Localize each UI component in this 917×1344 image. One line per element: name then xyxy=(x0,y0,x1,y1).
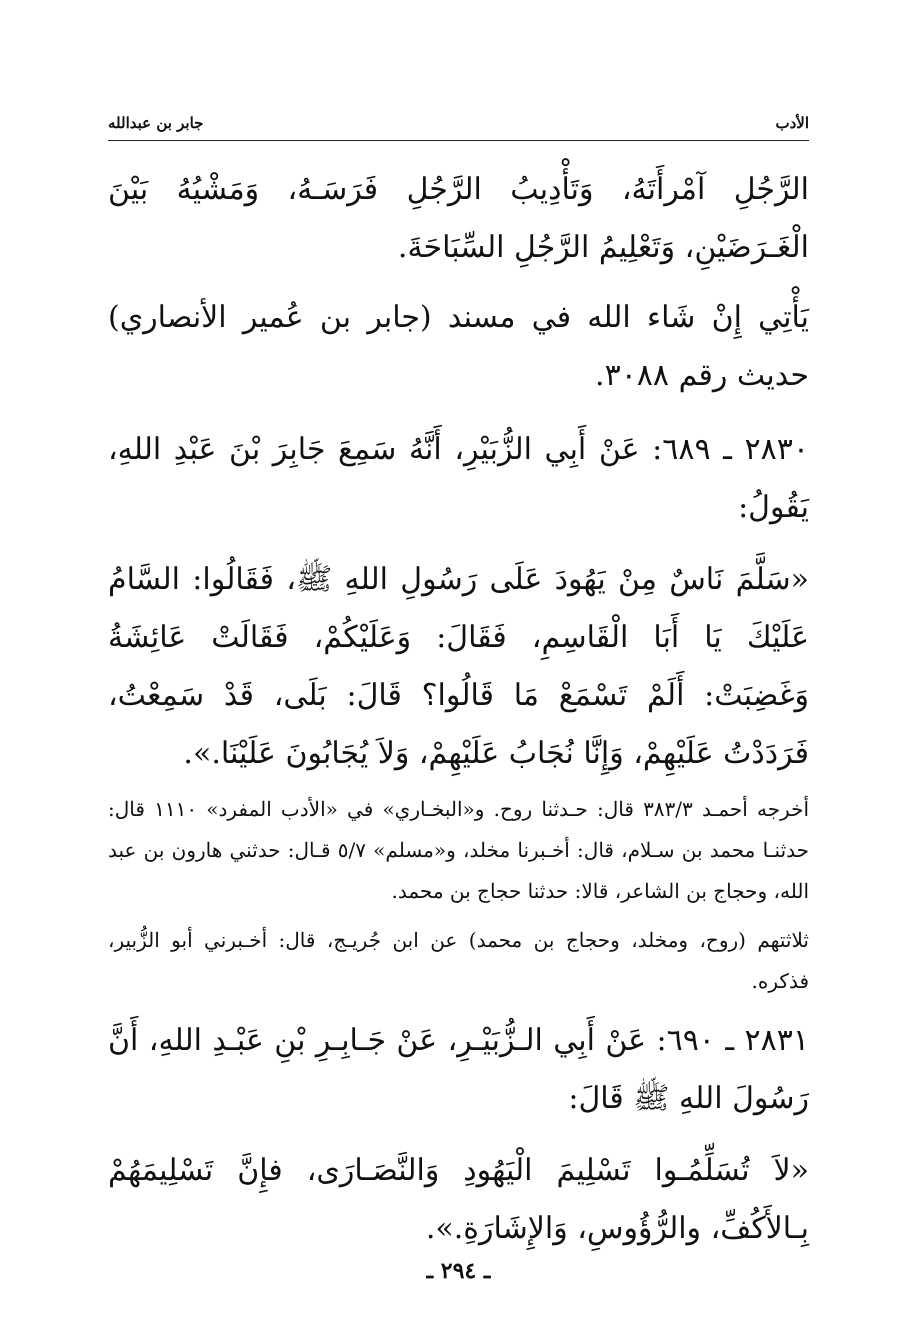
running-header xyxy=(108,112,809,141)
chapter-title: الأدب xyxy=(775,114,809,132)
paragraph-takhrij-summary: ثلاثتهم (روح، ومخلد، وحجاج بن محمد) عن ابن جُريـج، قال: أخـبرني أبو الزُّبير، فذكره. xyxy=(108,928,809,993)
paragraph-takhrij: أخرجه أحمـد ٣٨٣/٣ قال: حـدثنا روح. و«البخـاري» في «الأدب المفرد» ١١١٠ قال: حدثنـا محمد بن سـلام، قال: أخـبرنا مخلد، و«مسلم» ٥/٧ قـال: حدثني هارون بن عبد الله، وحجاج بن الشاعر، قالا: حدثنا حجاج بن محمد. xyxy=(108,797,810,903)
section-title: جابر بن عبدالله xyxy=(108,114,204,132)
paragraph-hadith-2831-text: «لاَ تُسَلِّمُـوا تَسْلِيمَ الْيَهُودِ وَالنَّصَـارَى، فإِنَّ تَسْلِيمَهُمْ بِـالأَكُفِّ، والرُّؤُوسِ، وَالإِشَارَةِ.». xyxy=(108,1153,809,1246)
page-number: ـ ٢٩٤ ـ xyxy=(426,1258,491,1284)
paragraph-hadith-2831-intro: ٢٨٣١ ـ ٦٩٠: عَنْ أَبِي الـزُّبَيْـرِ، عَنْ جَـابِـرِ بْنِ عَبْـدِ اللهِ، أَنَّ رَسُولَ اللهِ ﷺ قَالَ: xyxy=(108,1023,809,1116)
paragraph-hadith-continuation: الرَّجُلِ آمْرأَتَهُ، وَتَأْدِيبُ الرَّجُلِ فَرَسَـهُ، وَمَشْيُهُ بَيْنَ الْغَـرَضَيْنِ، وَتَعْلِيمُ الرَّجُلِ السِّبَاحَةَ. xyxy=(108,172,809,265)
paragraph-cross-reference: يَأْتِي إِنْ شَاء الله في مسند (جابر بن عُمير الأنصاري) حديث رقم ٣٠٨٨. xyxy=(108,300,809,393)
paragraph-hadith-2830-text: «سَلَّمَ نَاسٌ مِنْ يَهُودَ عَلَى رَسُولِ اللهِ ﷺ، فَقَالُوا: السَّامُ عَلَيْكَ يَا أَبَا الْقَاسِمِ، فَقَالَ: وَعَلَيْكُمْ، فَقَالَتْ عَائِشَةُ وَغَضِبَتْ: أَلَمْ تَسْمَعْ مَا قَالُوا؟ قَالَ: بَلَى، قَدْ سَمِعْتُ، فَرَدَدْتُ عَلَيْهِمْ، وَإِنَّا نُجَابُ عَلَيْهِمْ، وَلاَ يُجَابُونَ عَلَيْنَا.». xyxy=(108,562,809,771)
paragraph-hadith-2830-intro: ٢٨٣٠ ـ ٦٨٩: عَنْ أَبِي الزُّبَيْرِ، أَنَّهُ سَمِعَ جَابِرَ بْنَ عَبْدِ اللهِ، يَقُولُ: xyxy=(108,432,809,525)
